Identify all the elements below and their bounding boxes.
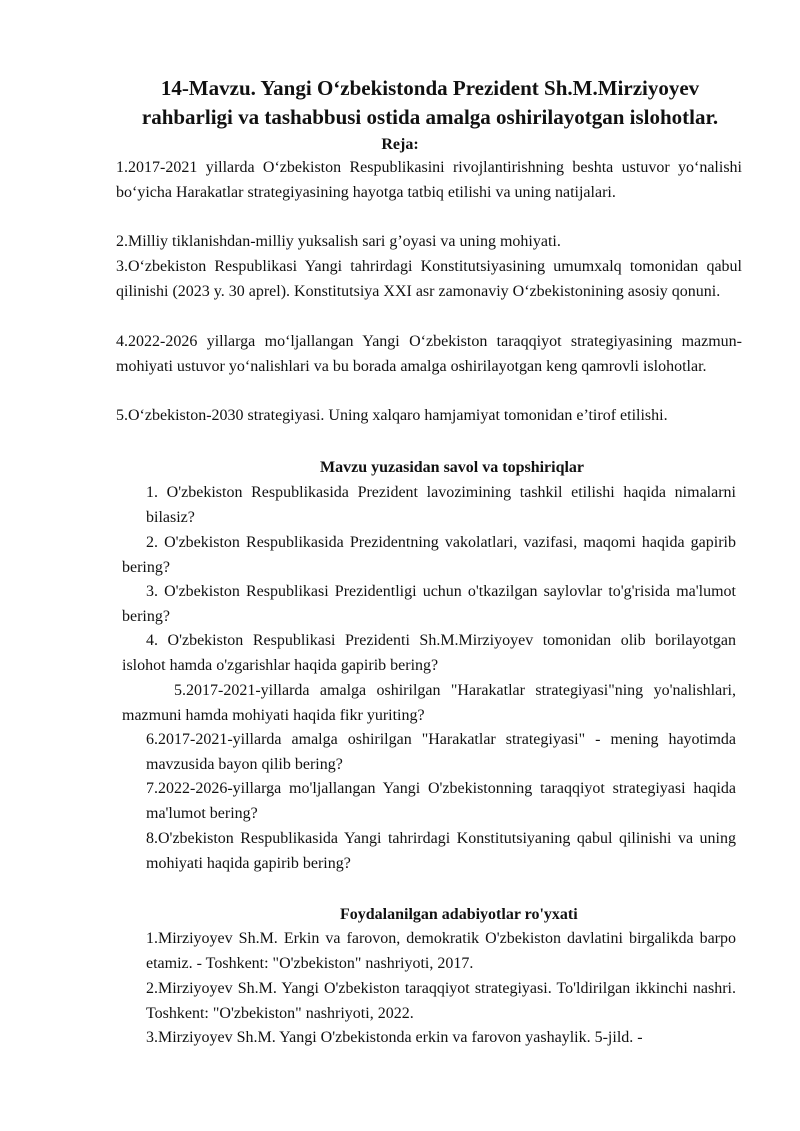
reference-3: 3.Mirziyoyev Sh.M. Yangi O'zbekistonda erkin va farovon yashaylik. 5-jild. - [146,1029,643,1046]
references-heading: Foydalanilgan adabiyotlar ro'yxati [340,906,578,923]
document-title [100,74,760,132]
title-line-1: 14-Mavzu. Yangi O‘zbekistonda Prezident Sh.M.Mirziyoyev [160,76,700,100]
plan-item-4: 4.2022-2026 yillarga mo‘ljallangan Yangi O‘zbekiston taraqqiyot strategiyasining mazmun-mohiyati ustuvor yo‘nalishlari va bu borada amalga oshirilayotgan keng qamrovli islohotlar. [116,333,742,375]
plan-item-3: 3.O‘zbekiston Respublikasi Yangi tahrirdagi Konstitutsiyasining umumxalq tomonidan qabul qilinishi (2023 y. 30 aprel). Konstitutsiya XXI asr zamonaviy O‘zbekistonining asosiy qonuni. [116,258,742,300]
question-5: 5.2017-2021-yillarda amalga oshirilgan "Harakatlar strategiyasi"ning yo'nalishlari, mazmuni hamda mohiyati haqida fikr yuriting? [122,682,736,724]
plan-heading: Reja: [381,136,419,153]
question-7: 7.2022-2026-yillarga mo'ljallangan Yangi O'zbekistonning taraqqiyot strategiyasi haqida ma'lumot bering? [146,780,736,822]
title-line-2: rahbarligi va tashabbusi ostida amalga oshirilayotgan islohotlar. [141,105,719,129]
question-6: 6.2017-2021-yillarda amalga oshirilgan "Harakatlar strategiyasi" - mening hayotimda mavzusida bayon qilib bering? [146,731,736,773]
plan-item-2: 2.Milliy tiklanishdan-milliy yuksalish sari g’oyasi va uning mohiyati. [116,233,561,250]
questions-heading: Mavzu yuzasidan savol va topshiriqlar [320,459,585,476]
question-1: 1. O'zbekiston Respublikasida Prezident lavozimining tashkil etilishi haqida nimalarni bilasiz? [146,484,736,526]
reference-2: 2.Mirziyoyev Sh.M. Yangi O'zbekiston taraqqiyot strategiyasi. To'ldirilgan ikkinchi nashri. Toshkent: "O'zbekiston" nashriyoti, 2022. [146,980,736,1022]
question-8: 8.O'zbekiston Respublikasida Yangi tahrirdagi Konstitutsiyaning qabul qilinishi va uning mohiyati haqida gapirib bering? [146,830,736,872]
plan-item-1: 1.2017-2021 yillarda O‘zbekiston Respublikasini rivojlantirishning beshta ustuvor yo‘nalishi bo‘yicha Harakatlar strategiyasining hayotga tatbiq etilishi va uning natijalari. [116,159,742,201]
plan-item-5: 5.O‘zbekiston-2030 strategiyasi. Uning xalqaro hamjamiyat tomonidan e’tirof etilishi. [116,407,668,424]
question-4: 4. O'zbekiston Respublikasi Prezidenti Sh.M.Mirziyoyev tomonidan olib borilayotgan islohot hamda o'zgarishlar haqida gapirib bering? [122,632,736,674]
question-3: 3. O'zbekiston Respublikasi Prezidentligi uchun o'tkazilgan saylovlar to'g'risida ma'lumot bering? [122,583,736,625]
reference-1: 1.Mirziyoyev Sh.M. Erkin va farovon, demokratik O'zbekiston davlatini birgalikda barpo etamiz. - Toshkent: "O'zbekiston" nashriyoti, 2017. [146,930,736,972]
question-2: 2. O'zbekiston Respublikasida Prezidentning vakolatlari, vazifasi, maqomi haqida gapirib bering? [122,534,736,576]
